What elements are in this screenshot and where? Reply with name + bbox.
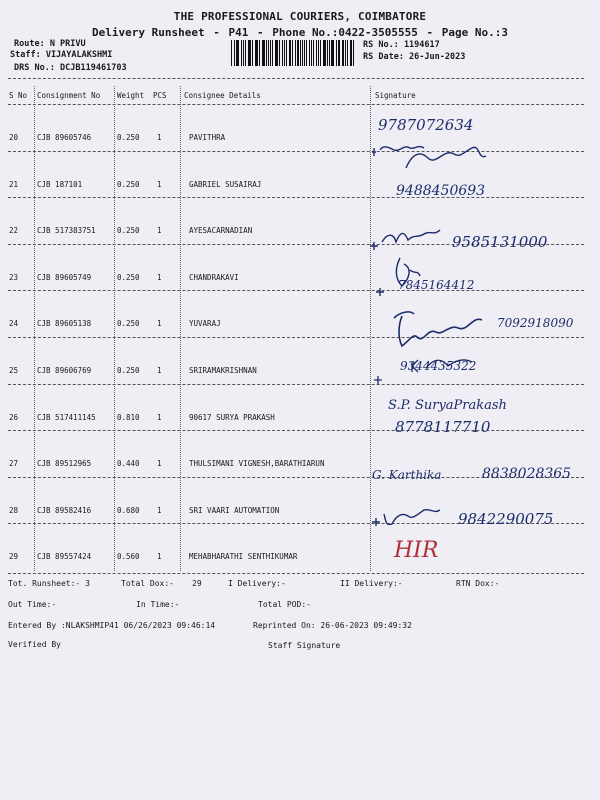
row-sno: 24 [9, 319, 19, 329]
barcode-bar [237, 40, 238, 66]
barcode-bar [331, 40, 332, 66]
row-weight: 0.810 [117, 412, 140, 422]
barcode-bar [279, 40, 280, 66]
subtitle-route-code: P41 [228, 26, 249, 39]
footer-i-delivery: I Delivery:- [228, 579, 286, 588]
footer-entered-by: Entered By :NLAKSHMIP41 06/26/2023 09:46:14 [8, 621, 216, 630]
row-consignee: CHANDRAKAVI [189, 272, 239, 282]
barcode-bar [323, 40, 324, 66]
footer-ii-delivery: II Delivery:- [340, 579, 403, 588]
row-sno: 23 [9, 272, 19, 282]
barcode-bar [262, 40, 263, 66]
barcode-bar [268, 40, 269, 66]
row-pcs: 1 [157, 319, 162, 329]
footer-tot-runsheet: Tot. Runsheet:- 3 [8, 579, 90, 588]
row-pcs: 1 [157, 459, 162, 469]
signature-phone-25: 9344435322 [400, 359, 477, 373]
barcode-bar [297, 40, 299, 66]
barcode-bar [316, 40, 317, 66]
barcode [231, 40, 356, 66]
barcode-bar [320, 40, 321, 66]
row-sno: 28 [9, 505, 19, 515]
row-sno: 22 [9, 226, 19, 236]
row-consignee: GABRIEL SUSAIRAJ [189, 179, 262, 189]
footer-total-dox-label: Total Dox:- [121, 579, 174, 588]
barcode-bar [270, 40, 271, 66]
barcode-bar [231, 40, 232, 66]
row-consignment-no: CJB 517383751 [37, 226, 96, 236]
document-subtitle [0, 26, 600, 39]
barcode-bar [275, 40, 276, 66]
barcode-bar [338, 40, 339, 66]
rs-number: RS No.: 1194617 [363, 40, 440, 50]
col-header-consignment: Consignment No [37, 91, 101, 100]
rs-date: RS Date: 26-Jun-2023 [363, 52, 466, 62]
row-pcs: 1 [157, 505, 162, 515]
staff-label: Staff: VIJAYALAKSHMI [10, 50, 113, 60]
row-weight: 0.250 [117, 366, 140, 375]
row-pcs: 1 [157, 226, 162, 236]
barcode-bar [252, 40, 253, 66]
barcode-bar [241, 40, 243, 66]
footer-rtn-dox: RTN Dox:- [456, 579, 500, 588]
barcode-bar [272, 40, 273, 66]
row-pcs: 1 [157, 133, 162, 142]
barcode-bar [290, 40, 291, 66]
signature-phone-26: 8778117710 [395, 418, 491, 436]
row-sno: 20 [9, 133, 19, 142]
signature-phone-24: 7092918090 [497, 316, 574, 330]
barcode-bar [236, 40, 237, 66]
barcode-bar [234, 40, 235, 66]
barcode-bar [336, 40, 337, 66]
barcode-bar [324, 40, 325, 66]
row-consignment-no: CJB 187101 [37, 179, 83, 189]
subtitle-runsheet: Delivery Runsheet [91, 26, 205, 39]
table-row [0, 104, 600, 150]
signature-phone-27: 8838028365 [482, 466, 572, 482]
barcode-bar [284, 40, 285, 66]
row-consignee: SRI VAARI AUTOMATION [189, 505, 280, 515]
col-header-signature: Signature [375, 91, 416, 100]
table-row [0, 151, 600, 197]
footer-out-time: Out Time:- [8, 600, 57, 609]
barcode-bar [342, 40, 344, 66]
row-consignee: PAVITHRA [189, 133, 226, 142]
signature-name-27: G. Karthika [372, 468, 442, 482]
row-sno: 21 [9, 179, 19, 189]
drs-number: DRS No.: DCJB119461703 [14, 63, 127, 73]
row-sno: 29 [9, 552, 19, 562]
barcode-bar [292, 40, 293, 66]
row-pcs: 1 [157, 366, 162, 375]
signature-phone-22: 9585131000 [452, 233, 548, 251]
col-header-weight: Weight [117, 91, 145, 100]
barcode-bar [304, 40, 305, 66]
barcode-bar [345, 40, 346, 66]
barcode-bar [286, 40, 287, 66]
row-consignee: THULSIMANI VIGNESH,BARATHIARUN [189, 459, 325, 469]
subtitle-sep-3: - [426, 26, 434, 39]
row-sno: 25 [9, 366, 19, 375]
row-pcs: 1 [157, 412, 162, 422]
barcode-bar [353, 40, 354, 66]
row-consignment-no: CJB 89606769 [37, 366, 92, 375]
barcode-bar [327, 40, 328, 66]
row-consignment-no: CJB 89605749 [37, 272, 92, 282]
barcode-bar [351, 40, 352, 66]
barcode-bar [329, 40, 330, 66]
subtitle-page-no: Page No.:3 [441, 26, 509, 39]
row-consignment-no: CJB 517411145 [37, 412, 96, 422]
subtitle-sep-1: - [213, 26, 220, 39]
barcode-bar [347, 40, 348, 66]
row-sno: 26 [9, 412, 19, 422]
signature-phone-20: 9787072634 [378, 116, 474, 134]
signature-phone-23: 7845164412 [398, 278, 475, 292]
barcode-bar [259, 40, 260, 66]
footer-rule [8, 573, 584, 574]
barcode-bar [263, 40, 264, 66]
signature-scribble-20-21 [366, 138, 506, 178]
table-row [0, 384, 600, 430]
barcode-bar [276, 40, 278, 66]
barcode-bar [309, 40, 310, 66]
signature-name-26: S.P. SuryaPrakash [388, 398, 507, 413]
row-weight: 0.680 [117, 505, 140, 515]
row-pcs: 1 [157, 179, 162, 189]
row-pcs: 1 [157, 552, 162, 562]
footer-in-time: In Time:- [136, 600, 180, 609]
barcode-bar [256, 40, 258, 66]
barcode-bar [282, 40, 283, 66]
barcode-bar [350, 40, 351, 66]
barcode-bar [255, 40, 256, 66]
document-title: THE PROFESSIONAL COURIERS, COIMBATORE [173, 10, 427, 23]
barcode-bar [311, 40, 312, 66]
barcode-bar [313, 40, 315, 66]
footer-reprinted-on: Reprinted On: 26-06-2023 09:49:32 [253, 621, 412, 630]
row-weight: 0.560 [117, 552, 140, 562]
barcode-bar [266, 40, 267, 66]
subtitle-sep-2: - [256, 26, 264, 39]
header-top-rule [8, 78, 584, 79]
signature-scribble-28 [368, 500, 448, 534]
signature-phone-28: 9842290075 [458, 510, 554, 528]
barcode-bar [306, 40, 307, 66]
signature-phone-21: 9488450693 [396, 183, 486, 199]
barcode-bar [289, 40, 290, 66]
row-weight: 0.440 [117, 459, 140, 469]
row-weight: 0.250 [117, 133, 140, 142]
row-consignment-no: CJB 89582416 [37, 505, 92, 515]
row-weight: 0.250 [117, 319, 140, 329]
barcode-bar [295, 40, 296, 66]
col-header-sno: S No [9, 91, 28, 100]
row-consignment-no: CJB 89557424 [37, 552, 92, 562]
footer-total-dox-value: 29 [192, 579, 202, 588]
footer-total-pod: Total POD:- [258, 600, 311, 609]
footer-verified-by: Verified By [8, 640, 61, 649]
col-header-consignee: Consignee Details [184, 91, 261, 100]
row-consignee: MEHABHARATHI SENTHIKUMAR [189, 552, 298, 562]
barcode-bar [248, 40, 249, 66]
row-consignee: YUVARAJ [189, 319, 221, 329]
row-consignment-no: CJB 89605138 [37, 319, 92, 329]
row-weight: 0.250 [117, 179, 140, 189]
row-weight: 0.250 [117, 272, 140, 282]
barcode-bar [318, 40, 319, 66]
table-row [0, 337, 600, 383]
row-pcs: 1 [157, 272, 162, 282]
row-sno: 27 [9, 459, 19, 469]
footer-staff-signature: Staff Signature [268, 641, 341, 650]
barcode-bar [302, 40, 303, 66]
barcode-bar [339, 40, 340, 66]
barcode-bar [245, 40, 246, 66]
row-consignment-no: CJB 89512965 [37, 459, 92, 469]
row-consignee: SRIRAMAKRISHNAN [189, 366, 257, 375]
row-consignment-no: CJB 89605746 [37, 133, 92, 142]
signature-mark-29: HIR [394, 538, 439, 563]
row-consignee: 90617 SURYA PRAKASH [189, 412, 275, 422]
subtitle-phone: Phone No.:0422-3505555 [272, 26, 418, 39]
table-row [0, 523, 600, 569]
barcode-bar [249, 40, 250, 66]
row-weight: 0.250 [117, 226, 140, 236]
barcode-bar [243, 40, 244, 66]
route-label: Route: N PRIVU [14, 39, 86, 49]
row-consignee: AYESACARNADIAN [189, 226, 253, 236]
barcode-bar [332, 40, 333, 66]
col-header-pcs: PCS [153, 91, 167, 100]
barcode-bar [300, 40, 301, 66]
